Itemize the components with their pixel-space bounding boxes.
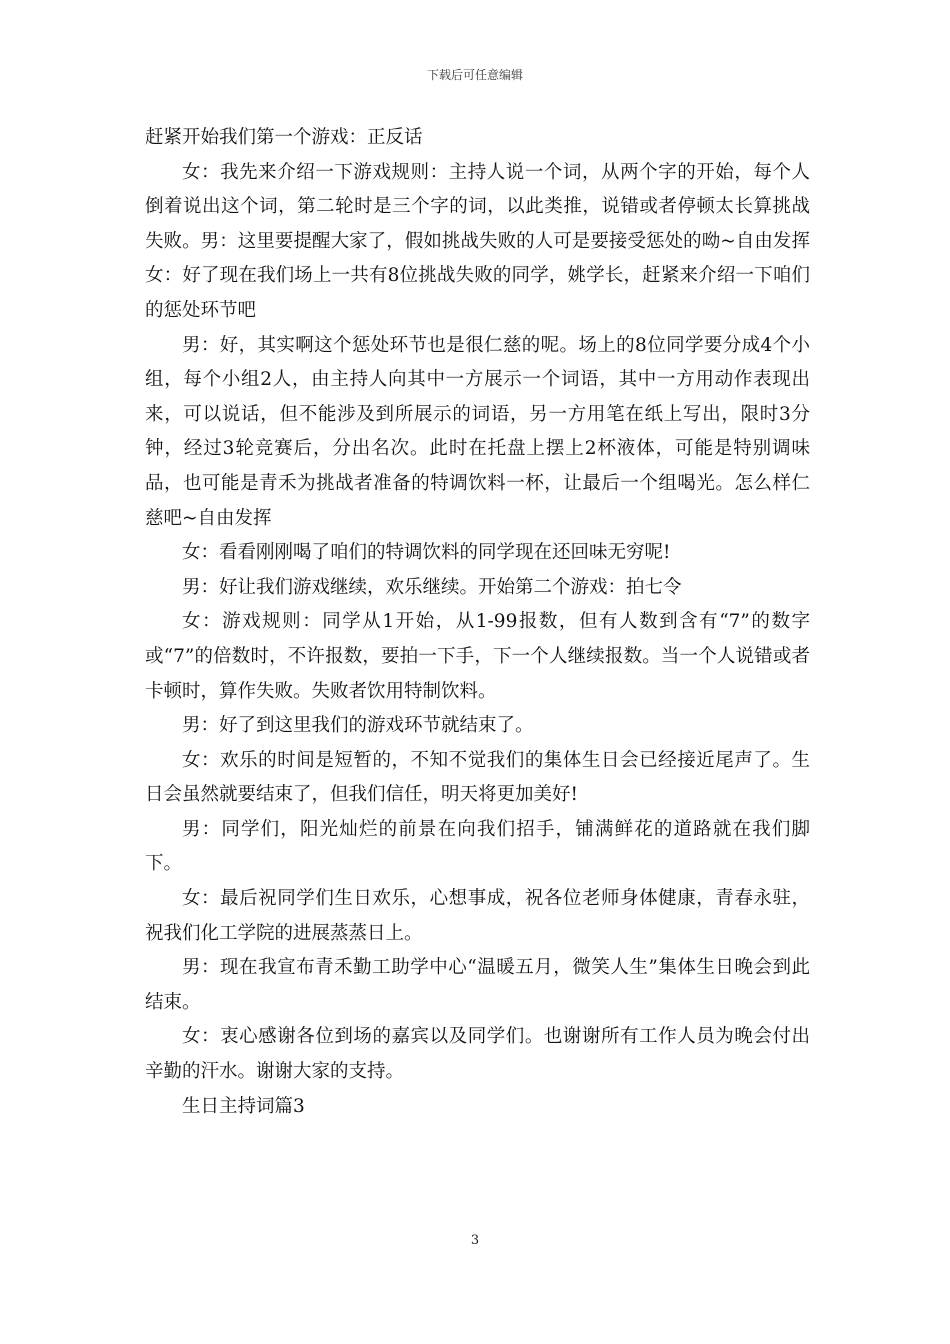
document-body <box>145 121 810 1124</box>
paragraph-second-game-rules: 女：游戏规则：同学从1开始，从1-99报数，但有人数到含有“7”的数字或“7”的倍数时，不许报数，要拍一下手，下一个人继续报数。当一个人说错或者卡顿时，算作失败。失败者饮用特制饮料。 <box>145 611 810 702</box>
paragraph-penalty-details: 男：好，其实啊这个惩处环节也是很仁慈的呢。场上的8位同学要分成4个小组，每个小组2人，由主持人向其中一方展示一个词语，其中一方用动作表现出来，可以说话，但不能涉及到所展示的词语，另一方用笔在纸上写出，限时3分钟，经过3轮竞赛后，分出名次。此时在托盘上摆上2杯液体，可能是特别调味品，也可能是青禾为挑战者准备的特调饮料一杯，让最后一个组喝光。怎么样仁慈吧~自由发挥 <box>145 334 810 529</box>
page-header-note: 下载后可任意编辑 <box>426 68 523 82</box>
paragraph-aftertaste: 女：看看刚刚喝了咱们的特调饮料的同学现在还回味无穷呢! <box>182 542 671 564</box>
paragraph-second-game: 男：好让我们游戏继续，欢乐继续。开始第二个游戏：拍七令 <box>182 576 682 598</box>
paragraph-bright-future: 男：同学们，阳光灿烂的前景在向我们招手，铺满鲜花的道路就在我们脚下。 <box>145 818 810 875</box>
paragraph-games-end: 男：好了到这里我们的游戏环节就结束了。 <box>182 715 534 737</box>
paragraph-game-intro: 赶紧开始我们第一个游戏：正反话 <box>145 127 423 148</box>
paragraph-closing-near: 女：欢乐的时间是短暂的，不知不觉我们的集体生日会已经接近尾声了。生日会虽然就要结束了，但我们信任，明天将更加美好! <box>145 749 810 806</box>
paragraph-game-rules: 女：我先来介绍一下游戏规则：主持人说一个词，从两个字的开始，每个人倒着说出这个词，第二轮时是三个字的词，以此类推，说错或者停顿太长算挑战失败。男：这里要提醒大家了，假如挑战失败的人可是要接受惩处的呦~自由发挥女：好了现在我们场上一共有8位挑战失败的同学，姚学长，赶紧来介绍一下咱们的惩处环节吧 <box>145 161 810 321</box>
paragraph-event-end: 男：现在我宣布青禾勤工助学中心“温暖五月，微笑人生”集体生日晚会到此结束。 <box>145 957 810 1013</box>
page-number: 3 <box>470 1233 480 1248</box>
paragraph-thanks: 女：衷心感谢各位到场的嘉宾以及同学们。也谢谢所有工作人员为晚会付出辛勤的汗水。谢谢大家的支持。 <box>145 1026 810 1083</box>
paragraph-final-wishes: 女：最后祝同学们生日欢乐，心想事成，祝各位老师身体健康，青春永驻，祝我们化工学院的进展蒸蒸日上。 <box>145 888 810 944</box>
section-heading: 生日主持词篇3 <box>182 1095 305 1117</box>
